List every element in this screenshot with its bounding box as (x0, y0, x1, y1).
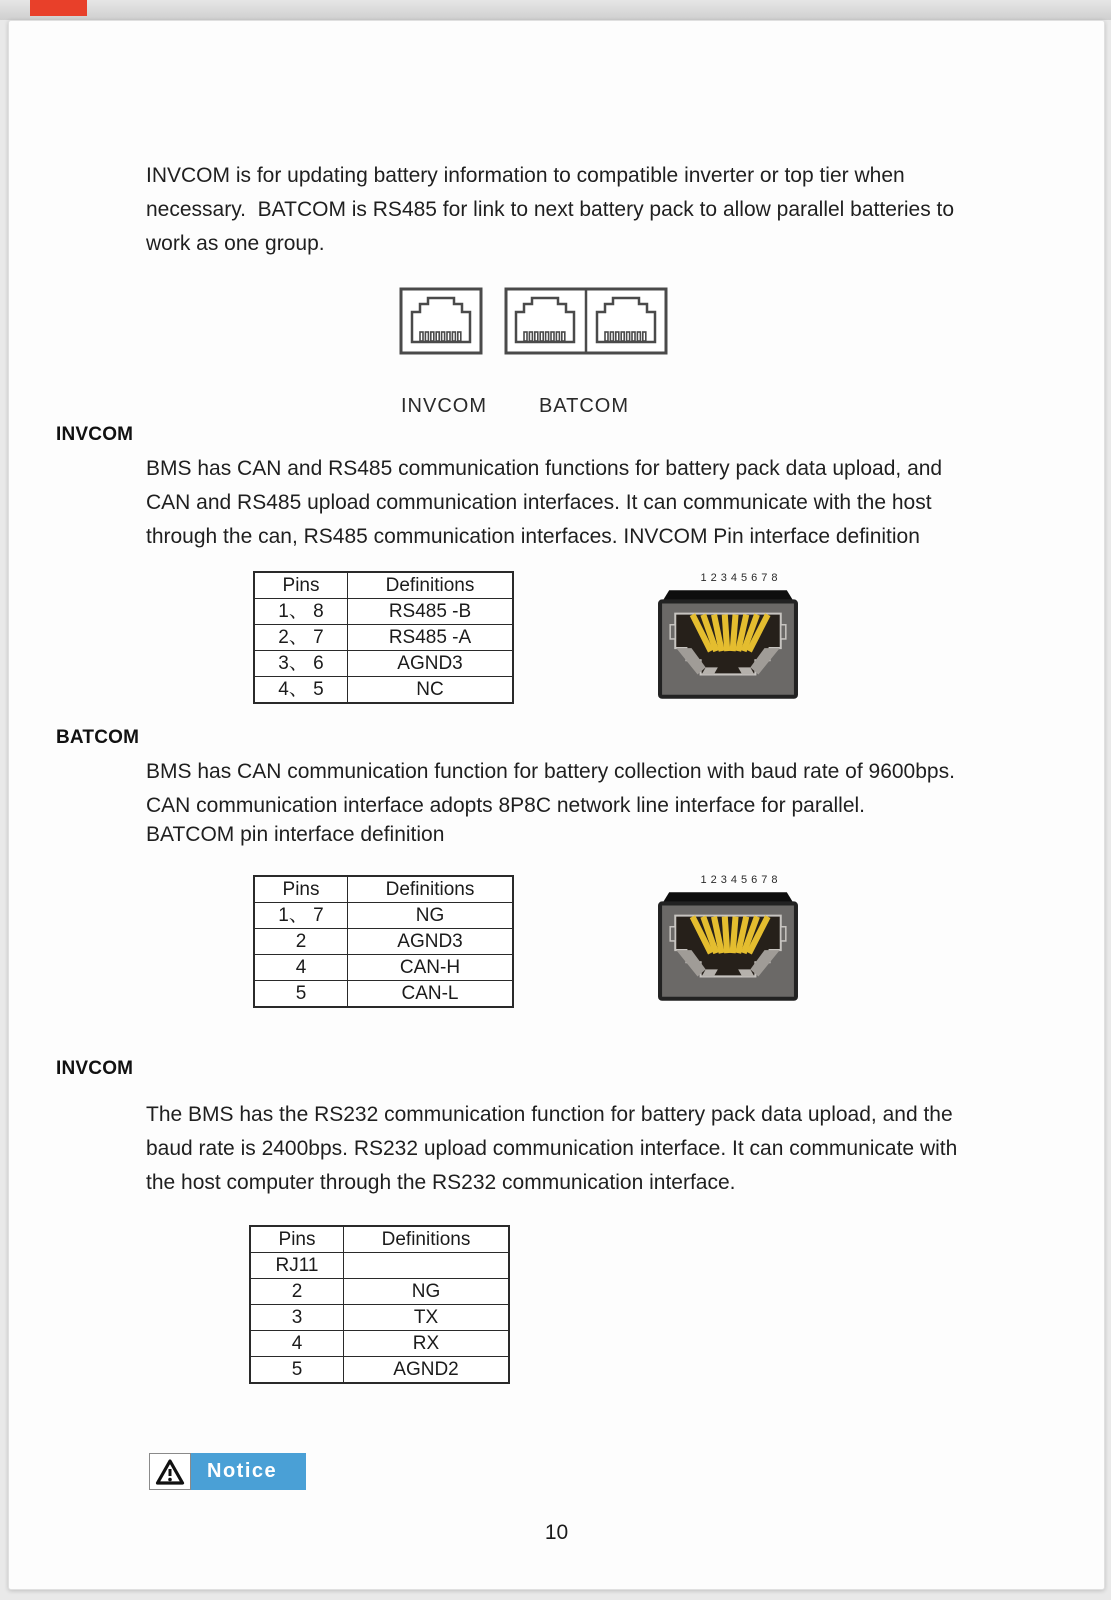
cell-pins: 1、 8 (254, 599, 348, 625)
cell-definition: NG (344, 1279, 510, 1305)
cell-definition: AGND3 (348, 651, 514, 677)
table-row (254, 651, 513, 677)
cell-pins: 2 (254, 929, 348, 955)
table-row (254, 599, 513, 625)
cell-definition: NC (348, 677, 514, 704)
figure-label-invcom: INVCOM (401, 395, 487, 417)
cell-definition: NG (348, 903, 514, 929)
cell-pins: 5 (250, 1357, 344, 1384)
figure-label-batcom: BATCOM (538, 395, 630, 417)
page-number: 10 (544, 1521, 569, 1544)
body-line: CAN communication interface adopts 8P8C network line interface for parallel. (146, 794, 866, 817)
scan-top-band (0, 0, 1111, 20)
table-row (254, 572, 513, 599)
table-row (250, 1253, 509, 1279)
cell-pins: 5 (254, 981, 348, 1008)
table-row (254, 625, 513, 651)
body-line: through the can, RS485 communication interfaces. INVCOM Pin interface definition (146, 525, 920, 548)
notice-label: Notice (207, 1460, 278, 1482)
body-line: the host computer through the RS232 communication interface. (146, 1171, 736, 1194)
cell-pins: 4、 5 (254, 677, 348, 704)
table-row (250, 1357, 509, 1384)
notice-badge (149, 1453, 306, 1490)
section-heading-invcom-1: INVCOM (56, 424, 134, 445)
table-row (254, 929, 513, 955)
rj45-jack-photo-2 (657, 888, 799, 1002)
table-row (250, 1279, 509, 1305)
batcom-dual-jack-drawing (504, 287, 668, 355)
cell-definition: CAN-L (348, 981, 514, 1008)
section-heading-batcom: BATCOM (56, 727, 140, 748)
cell-definition: TX (344, 1305, 510, 1331)
col-header-definitions: Definitions (348, 876, 514, 903)
table-row (250, 1305, 509, 1331)
notice-label-box (191, 1453, 306, 1490)
table-row (254, 677, 513, 704)
rj45-jack-photo-1 (657, 586, 799, 700)
col-header-definitions: Definitions (348, 572, 514, 599)
jack2-pin-numbers: 12345678 (700, 874, 782, 886)
cell-pins: 2 (250, 1279, 344, 1305)
cell-definition: AGND2 (344, 1357, 510, 1384)
intro-line: necessary. BATCOM is RS485 for link to next battery pack to allow parallel batteries to (146, 198, 955, 221)
intro-line: work as one group. (146, 232, 325, 255)
document-page (8, 20, 1105, 1590)
table-row (254, 876, 513, 903)
jack1-pin-numbers: 12345678 (700, 572, 782, 584)
cell-definition: RS485 -A (348, 625, 514, 651)
intro-paragraph (146, 159, 954, 261)
section1-paragraph (146, 452, 942, 554)
batcom-pin-table (253, 875, 514, 1008)
table-row (254, 955, 513, 981)
table-row (250, 1331, 509, 1357)
cell-definition: CAN-H (348, 955, 514, 981)
body-line: baud rate is 2400bps. RS232 upload communication interface. It can communicate with (146, 1137, 958, 1160)
batcom-table-caption: BATCOM pin interface definition (146, 823, 445, 846)
intro-line: INVCOM is for updating battery information to compatible inverter or top tier when (146, 164, 905, 187)
section-heading-invcom-2: INVCOM (56, 1058, 134, 1079)
invcom-jack-drawing (399, 287, 483, 355)
col-header-pins: Pins (250, 1226, 344, 1253)
cell-pins: 2、 7 (254, 625, 348, 651)
warning-triangle-icon (155, 1458, 185, 1486)
cell-pins: 4 (254, 955, 348, 981)
col-header-pins: Pins (254, 572, 348, 599)
cell-definition: RX (344, 1331, 510, 1357)
table-row (254, 903, 513, 929)
cell-pins: 3、 6 (254, 651, 348, 677)
col-header-pins: Pins (254, 876, 348, 903)
red-corner-tab (30, 0, 87, 16)
col-header-definitions: Definitions (344, 1226, 510, 1253)
section2-paragraph (146, 755, 955, 823)
table-row (254, 981, 513, 1008)
body-line: BMS has CAN communication function for battery collection with baud rate of 9600bps. (146, 760, 955, 783)
warning-icon-box (149, 1453, 191, 1490)
cell-definition: RS485 -B (348, 599, 514, 625)
body-line: The BMS has the RS232 communication function for battery pack data upload, and the (146, 1103, 953, 1126)
invcom-pin-table (253, 571, 514, 704)
body-line: CAN and RS485 upload communication interfaces. It can communicate with the host (146, 491, 932, 514)
body-line: BMS has CAN and RS485 communication functions for battery pack data upload, and (146, 457, 943, 480)
cell-pins: RJ11 (250, 1253, 344, 1279)
cell-definition: AGND3 (348, 929, 514, 955)
cell-pins: 1、 7 (254, 903, 348, 929)
table-row (250, 1226, 509, 1253)
section3-paragraph (146, 1098, 957, 1200)
cell-pins: 3 (250, 1305, 344, 1331)
cell-pins: 4 (250, 1331, 344, 1357)
cell-definition (344, 1253, 510, 1279)
rs232-pin-table (249, 1225, 510, 1384)
